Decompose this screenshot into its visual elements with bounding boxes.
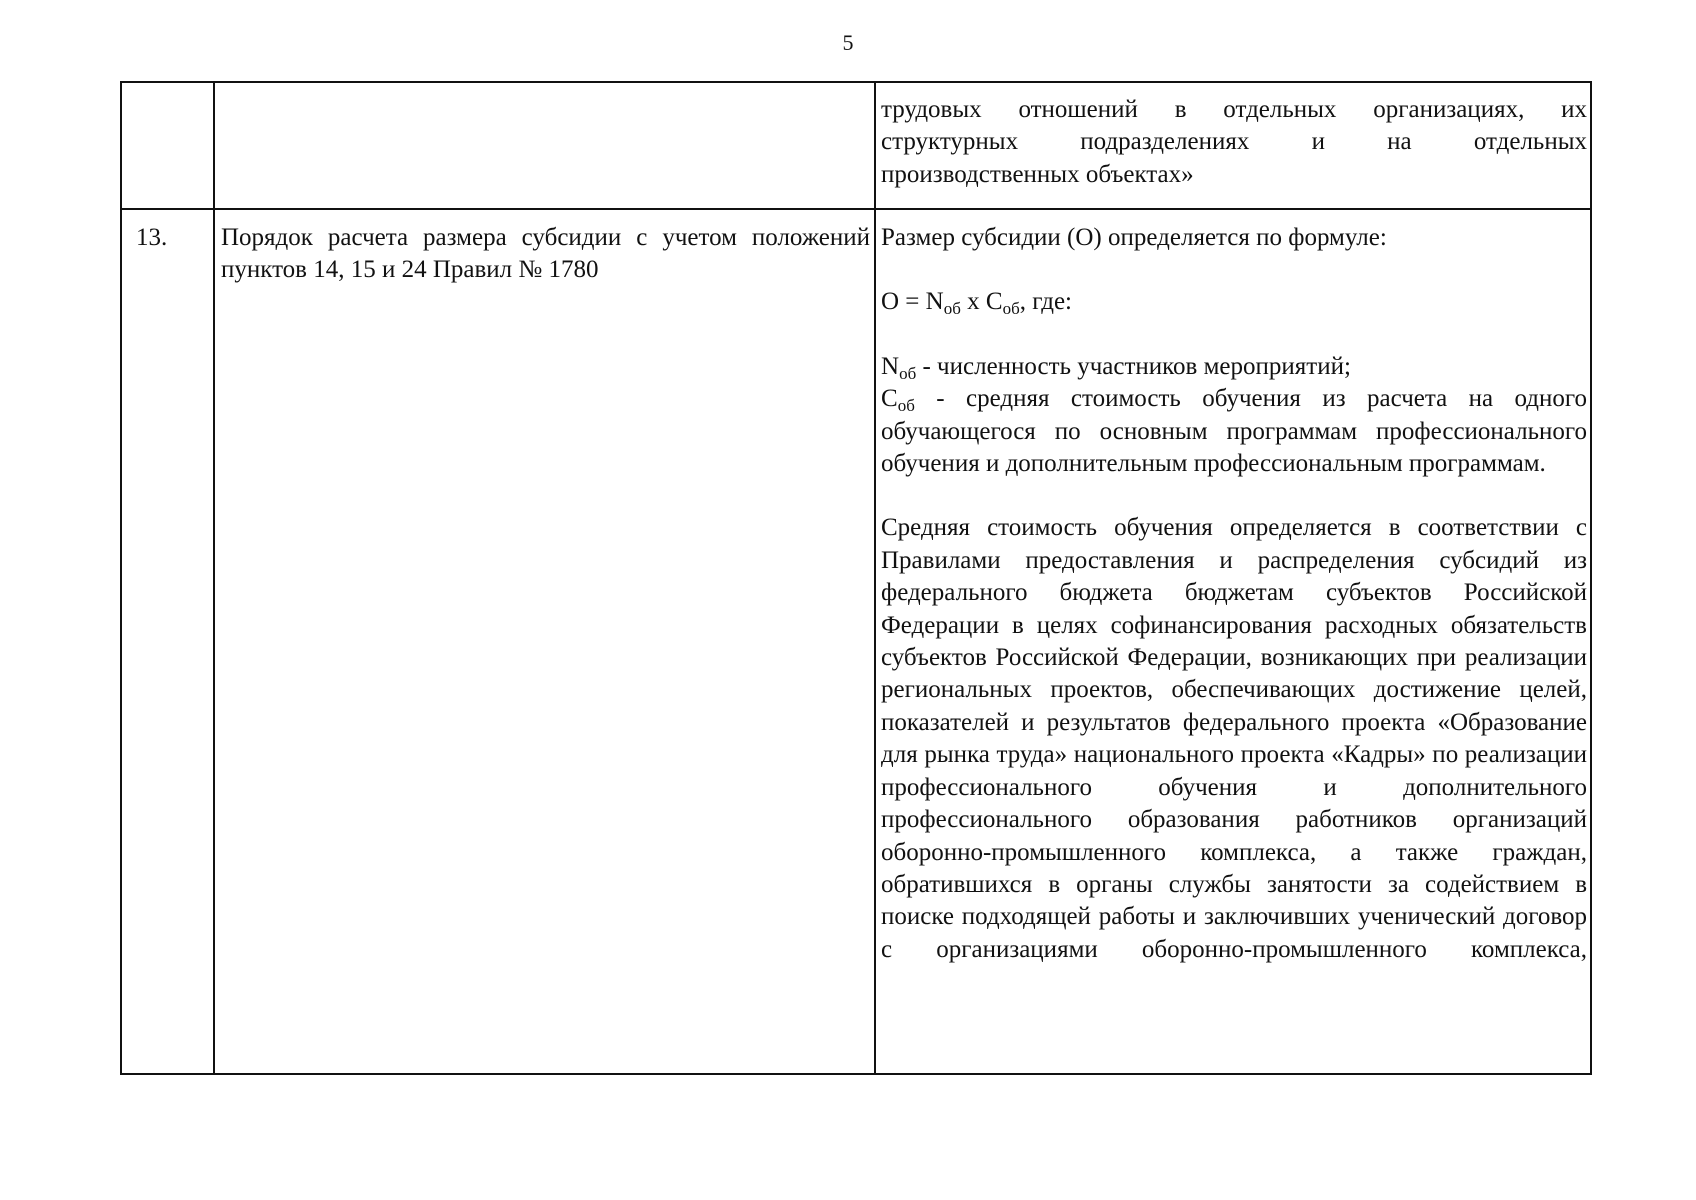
- table-row-13: [122, 210, 1590, 1073]
- definition-c-symbol: С: [881, 385, 898, 413]
- definition-c-text: - средняя стоимость обучения из расчета на одного обучающегося по основным программам профессионального обучения и дополнительным профессиональным программам.: [881, 385, 1587, 478]
- row-12-value-line-1: трудовых отношений в отдельных организациях, их: [881, 96, 1587, 123]
- definition-n: [881, 351, 1587, 383]
- row-12-value-line-3: производственных объектах»: [881, 160, 1194, 188]
- average-cost-paragraph: Средняя стоимость обучения определяется в соответствии с Правилами предоставления и распределения субсидий из федерального бюджета бюджетам субъектов Российской Федерации в целях софинансирования расходных обязательств субъектов Российской Федерации, возникающих при реализации региональных проектов, обеспечивающих достижение целей, показателей и результатов федерального проекта «Образование для рынка труда» национального проекта «Кадры» по реализации профессионального обучения и дополнительного профессионального образования работников организаций оборонно-промышленного комплекса, а также граждан, обратившихся в органы службы занятости за содействием в поиске подходящей работы и заключивших ученический договор с организациями оборонно-промышленного комплекса,: [881, 514, 1587, 963]
- row-13-number-cell: 13.: [136, 224, 168, 251]
- row-13-value-cell: [876, 210, 1590, 1073]
- table-row-12: [122, 83, 1590, 208]
- formula-n-subscript: об: [943, 299, 961, 319]
- row-13-name-cell: Порядок расчета размера субсидии с учетом положений пунктов 14, 15 и 24 Правил № 1780: [221, 224, 870, 284]
- definition-c-subscript: об: [897, 396, 915, 416]
- formula-lhs: О = N: [881, 288, 944, 316]
- row-12-name-cell: [215, 83, 874, 208]
- document-table: [120, 81, 1592, 1075]
- definition-c: [881, 383, 1587, 480]
- formula-tail: , где:: [1019, 288, 1072, 316]
- formula-mid: х С: [960, 288, 1003, 316]
- subsidy-formula: [881, 286, 1587, 318]
- row-12-number-cell: [122, 83, 213, 208]
- formula-c-subscript: об: [1002, 299, 1020, 319]
- subsidy-formula-intro: Размер субсидии (О) определяется по формуле:: [881, 224, 1387, 251]
- definition-n-subscript: об: [899, 363, 917, 383]
- row-12-value-cell: [876, 83, 1590, 208]
- definition-n-text: - численность участников мероприятий;: [916, 352, 1351, 380]
- row-12-value-line-2: структурных подразделениях и на отдельных: [881, 128, 1587, 156]
- page-number: 5: [842, 30, 854, 55]
- definition-n-symbol: N: [881, 352, 900, 380]
